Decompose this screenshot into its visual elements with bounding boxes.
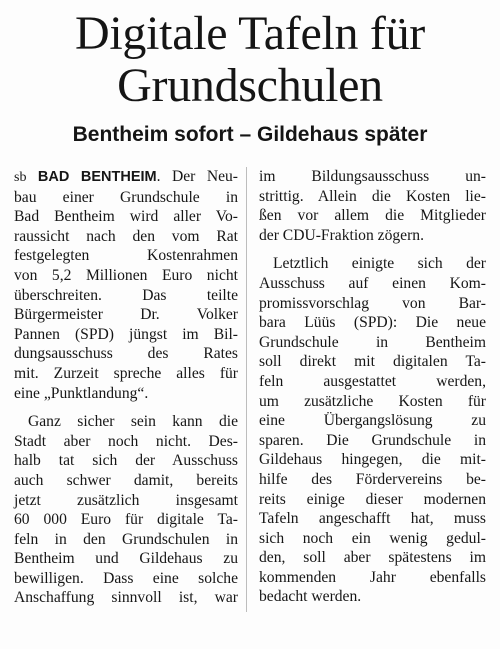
article-line: im Bildungsausschuss un-	[259, 168, 486, 185]
article-line: halb tat sich der Ausschuss	[14, 452, 238, 470]
article-line: reits einige dieser modernen	[259, 490, 486, 508]
headline-line-1: Digitale Tafeln für	[75, 7, 425, 60]
author-initials: sb	[14, 170, 27, 185]
article-line: den, soll aber spätestens im	[259, 549, 486, 567]
article-column-right	[259, 167, 486, 607]
article-line: Bentheim und Gildehaus zu	[14, 550, 238, 568]
article-line: mit. Zurzeit spreche alles für	[14, 364, 238, 382]
article-line: festgelegten Kostenrahmen	[14, 247, 238, 265]
subheadline: Bentheim sofort – Gildehaus später	[72, 123, 428, 146]
article-paragraph	[14, 412, 238, 608]
article-line: strittig. Allein die Kosten lie-	[259, 187, 486, 205]
article-line: bau einer Grundschule in	[14, 188, 238, 206]
article-line-first	[14, 167, 238, 188]
article-line: sparen. Die Grundschule in	[259, 431, 486, 449]
article-paragraph	[14, 167, 238, 403]
article-line: bara Lüüs (SPD): Die neue	[259, 314, 486, 332]
article-line: Grundschule in Bentheim	[259, 333, 486, 351]
article-paragraph	[259, 254, 486, 607]
article-line: Ganz sicher sein kann die	[28, 413, 238, 431]
article-line: Letztlich einigte sich der	[273, 255, 486, 273]
article-line: dungsausschuss des Rates	[14, 345, 238, 363]
article-line: hilfe des Fördervereins be-	[259, 470, 486, 488]
article-line: Bad Bentheim wird aller Vo-	[14, 208, 238, 226]
article-line: Pannen (SPD) jüngst im Bil-	[14, 325, 238, 343]
article-line: 60 000 Euro für digitale Ta-	[14, 511, 238, 529]
article-line: soll direkt mit digitalen Ta-	[259, 353, 486, 371]
article-line: jetzt zusätzlich insgesamt	[14, 491, 238, 509]
article-line: bewilligen. Dass eine solche	[14, 569, 238, 587]
headline	[0, 8, 500, 112]
dateline: BAD BENTHEIM	[37, 169, 157, 185]
article-line: ßen vor allem die Mitglieder	[259, 207, 486, 225]
article-line: . Der Neu-	[156, 168, 238, 185]
article-line: Ausschuss auf einen Kom-	[259, 274, 486, 292]
headline-line-2: Grundschulen	[117, 59, 383, 112]
article-line: um zusätzliche Kosten für	[259, 392, 486, 410]
article-column-left	[14, 167, 238, 608]
article-line: Anschaffung sinnvoll ist, war	[14, 589, 238, 607]
article-line: feln ausgestattet werden,	[259, 372, 486, 390]
article-paragraph	[259, 167, 486, 245]
article-line: raussicht nach den vom Rat	[14, 227, 238, 245]
article-line: von 5,2 Millionen Euro nicht	[14, 266, 238, 284]
article-line: sich noch ein wenig gedul-	[259, 529, 486, 547]
article-line: Gildehaus hingegen, die mit-	[259, 451, 486, 469]
article-line: bedacht werden.	[259, 588, 362, 606]
article-line: promissvorschlag von Bar-	[259, 294, 486, 312]
article-line: kommenden Jahr ebenfalls	[259, 568, 486, 586]
article-line: Stadt aber noch nicht. Des-	[14, 432, 238, 450]
article-line: überschreiten. Das teilte	[14, 286, 238, 304]
article-line: eine „Punktlandung“.	[14, 384, 149, 402]
article-line: Bürgermeister Dr. Volker	[14, 306, 238, 324]
article-line: feln in den Grundschulen in	[14, 530, 238, 548]
article-line: Tafeln angeschafft hat, muss	[259, 510, 486, 528]
article-line: der CDU-Fraktion zögern.	[259, 226, 424, 244]
article-line: auch schwer damit, bereits	[14, 471, 238, 489]
column-divider	[246, 167, 247, 612]
article-line: eine Übergangslösung zu	[259, 412, 486, 430]
